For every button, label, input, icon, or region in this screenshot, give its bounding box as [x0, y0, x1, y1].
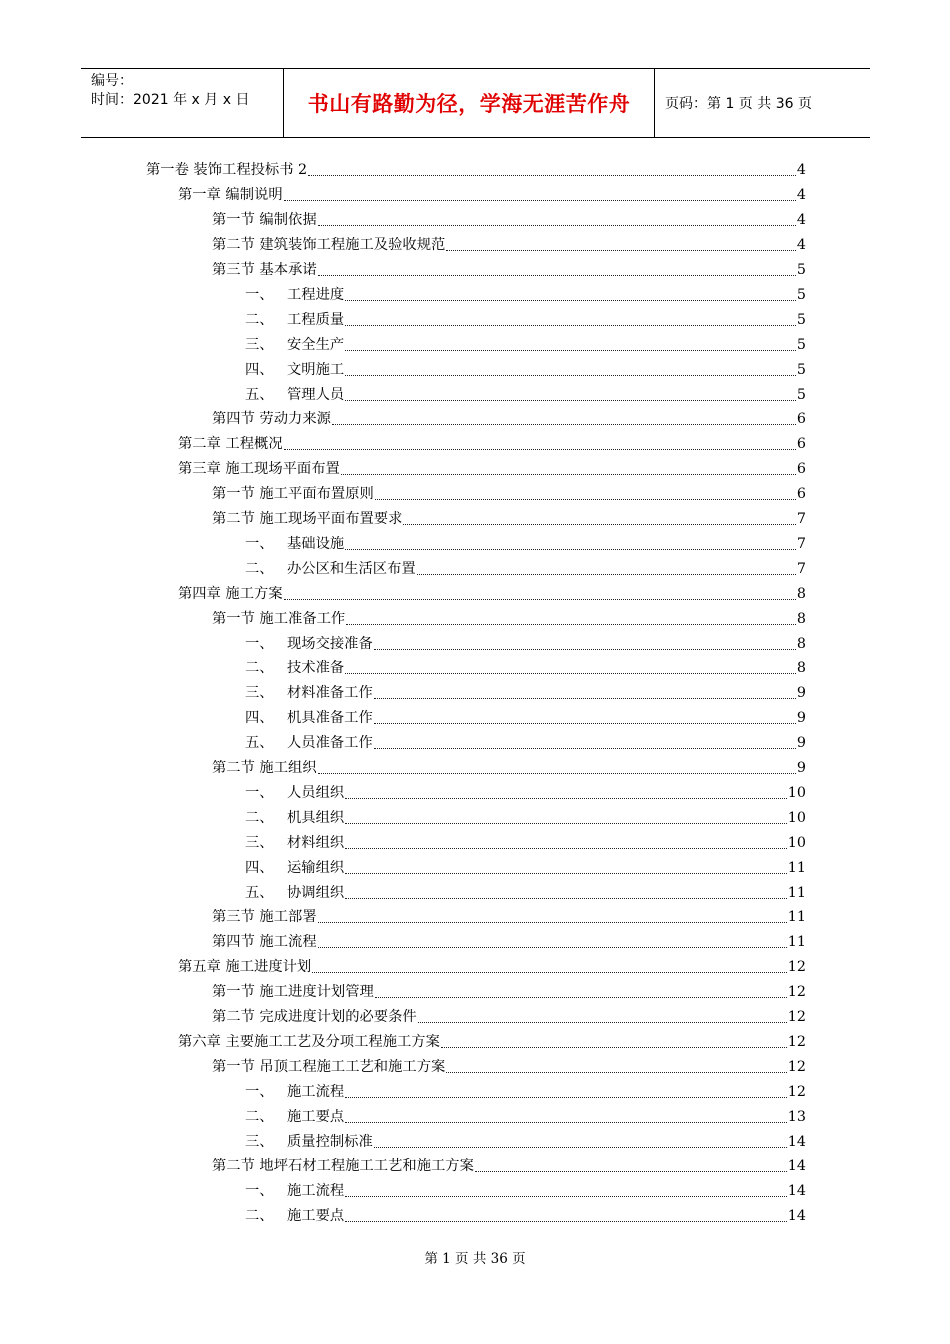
toc-entry-number: 二、 [245, 660, 274, 677]
toc-page-number: 8 [796, 660, 806, 677]
toc-entry-title [245, 335, 344, 355]
toc-entry-text: 材料准备工作 [287, 685, 373, 702]
toc-entry[interactable] [245, 805, 806, 830]
toc-entry-number: 二、 [245, 809, 274, 826]
toc-entry-number: 三、 [245, 336, 274, 353]
toc-entry[interactable] [245, 880, 806, 905]
toc-leader-dots [418, 1021, 787, 1023]
toc-page-number: 5 [796, 311, 806, 328]
toc-entry[interactable] [212, 258, 806, 283]
toc-page-number: 8 [796, 585, 806, 602]
toc-leader-dots [374, 697, 796, 699]
toc-entry-text: 技术准备 [287, 660, 345, 677]
toc-leader-dots [345, 872, 787, 874]
toc-entry-number: 五、 [245, 884, 274, 901]
toc-entry-text: 第一节 施工进度计划管理 [212, 984, 374, 1001]
toc-page-number: 6 [796, 461, 806, 478]
toc-page-number: 14 [787, 1133, 806, 1150]
toc-page-number: 12 [787, 1033, 806, 1050]
toc-entry[interactable] [212, 1154, 806, 1179]
toc-entry-text: 第二节 施工现场平面布置要求 [212, 511, 403, 528]
toc-entry-title [212, 907, 317, 927]
toc-entry-number: 一、 [245, 1083, 274, 1100]
toc-page-number: 7 [796, 560, 806, 577]
toc-page-number: 10 [787, 834, 806, 851]
toc-entry[interactable] [212, 482, 806, 507]
toc-leader-dots [345, 797, 787, 799]
toc-entry-text: 工程进度 [287, 286, 345, 303]
toc-page-number: 5 [796, 361, 806, 378]
toc-leader-dots [284, 448, 796, 450]
toc-page-number: 9 [796, 685, 806, 702]
toc-entry-text: 文明施工 [287, 361, 345, 378]
toc-entry-text: 机具组织 [287, 809, 345, 826]
toc-entry-text: 第一节 施工准备工作 [212, 610, 346, 627]
toc-entry-text: 第四章 施工方案 [178, 585, 283, 602]
toc-entry-number: 三、 [245, 685, 274, 702]
toc-entry-title [245, 360, 344, 380]
toc-entry[interactable] [245, 307, 806, 332]
toc-entry-number: 二、 [245, 560, 274, 577]
toc-entry[interactable] [212, 980, 806, 1005]
toc-leader-dots [374, 747, 796, 749]
toc-leader-dots [345, 822, 787, 824]
toc-page-number: 7 [796, 535, 806, 552]
toc-entry-title [245, 733, 373, 753]
toc-entry-title [245, 1082, 344, 1102]
toc-entry-title [212, 235, 445, 255]
toc-leader-dots [345, 897, 787, 899]
toc-entry-title [212, 1156, 474, 1176]
toc-entry-number: 四、 [245, 859, 274, 876]
toc-entry[interactable] [245, 1204, 806, 1229]
toc-entry-text: 第一节 编制依据 [212, 212, 317, 229]
toc-entry-text: 第六章 主要施工工艺及分项工程施工方案 [178, 1033, 440, 1050]
toc-entry[interactable] [178, 432, 806, 457]
toc-entry-text: 第三节 基本承诺 [212, 262, 317, 279]
toc-page-number: 12 [787, 984, 806, 1001]
toc-page-number: 4 [796, 187, 806, 204]
toc-leader-dots [374, 722, 796, 724]
toc-entry-title [245, 1107, 344, 1127]
toc-entry[interactable] [245, 656, 806, 681]
toc-entry-text: 材料组织 [287, 834, 345, 851]
toc-entry[interactable] [212, 756, 806, 781]
toc-entry-number: 三、 [245, 834, 274, 851]
toc-page-number: 11 [787, 934, 806, 951]
toc-page-number: 5 [796, 286, 806, 303]
toc-entry-title [212, 509, 402, 529]
toc-entry-title [245, 858, 344, 878]
toc-entry-title [212, 1007, 417, 1027]
toc-entry-text: 办公区和生活区布置 [287, 560, 416, 577]
toc-page-number: 11 [787, 884, 806, 901]
toc-leader-dots [374, 648, 796, 650]
toc-entry[interactable] [178, 581, 806, 606]
toc-page-number: 11 [787, 909, 806, 926]
toc-entry-title [212, 210, 317, 230]
toc-entry[interactable] [212, 407, 806, 432]
toc-leader-dots [345, 399, 796, 401]
toc-entry-title [212, 1057, 445, 1077]
time-label: 时间：2021 年 x 月 x 日 [91, 92, 250, 108]
toc-entry[interactable] [245, 731, 806, 756]
toc-page-number: 14 [787, 1183, 806, 1200]
toc-entry-number: 一、 [245, 784, 274, 801]
toc-page-number: 9 [796, 735, 806, 752]
toc-leader-dots [345, 1220, 787, 1222]
toc-page-number: 6 [796, 411, 806, 428]
toc-leader-dots [345, 324, 796, 326]
number-label: 编号： [91, 73, 133, 89]
toc-entry-title [245, 883, 344, 903]
toc-page-number: 7 [796, 511, 806, 528]
toc-entry-title [245, 285, 344, 305]
toc-entry[interactable] [178, 183, 806, 208]
toc-entry[interactable] [212, 208, 806, 233]
toc-entry[interactable] [245, 382, 806, 407]
toc-entry-text: 质量控制标准 [287, 1133, 373, 1150]
toc-entry-text: 第二节 施工组织 [212, 760, 317, 777]
toc-entry[interactable] [245, 283, 806, 308]
toc-leader-dots [446, 1071, 787, 1073]
toc-entry-number: 二、 [245, 311, 274, 328]
toc-page-number: 12 [787, 959, 806, 976]
toc-entry-title [245, 559, 416, 579]
toc-entry-text: 第一卷 装饰工程投标书 2 [146, 162, 308, 179]
toc-page-number: 5 [796, 386, 806, 403]
toc-entry[interactable] [245, 332, 806, 357]
toc-entry-title [178, 185, 283, 205]
toc-entry[interactable] [245, 830, 806, 855]
toc-page-number: 10 [787, 784, 806, 801]
toc-leader-dots [284, 199, 796, 201]
toc-entry-title [212, 982, 374, 1002]
toc-entry-title [245, 310, 344, 330]
toc-entry-title [245, 683, 373, 703]
toc-leader-dots [374, 1146, 787, 1148]
toc-page-number: 8 [796, 635, 806, 652]
toc-entry-title [245, 1132, 373, 1152]
toc-page-number: 5 [796, 262, 806, 279]
toc-leader-dots [346, 623, 796, 625]
toc-entry[interactable] [212, 1005, 806, 1030]
toc-entry[interactable] [212, 507, 806, 532]
toc-entry-text: 第五章 施工进度计划 [178, 959, 312, 976]
toc-entry[interactable] [212, 930, 806, 955]
toc-entry-text: 第四节 劳动力来源 [212, 411, 331, 428]
toc-entry-title [212, 260, 317, 280]
toc-entry[interactable] [212, 606, 806, 631]
toc-leader-dots [417, 573, 796, 575]
toc-entry[interactable] [245, 706, 806, 731]
toc-leader-dots [345, 847, 787, 849]
toc-entry[interactable] [245, 532, 806, 557]
toc-entry-number: 五、 [245, 386, 274, 403]
toc-page-number: 14 [787, 1158, 806, 1175]
toc-entry-text: 运输组织 [287, 859, 345, 876]
toc-entry-text: 施工要点 [287, 1108, 345, 1125]
toc-entry-text: 机具准备工作 [287, 710, 373, 727]
toc-entry-number: 一、 [245, 1183, 274, 1200]
toc-entry-text: 第一章 编制说明 [178, 187, 283, 204]
toc-page-number: 10 [787, 809, 806, 826]
toc-leader-dots [345, 1096, 787, 1098]
toc-entry-number: 四、 [245, 710, 274, 727]
header-page-info: 页码：第 1 页 共 36 页 [665, 96, 812, 112]
toc-entry-text: 协调组织 [287, 884, 345, 901]
toc-entry-title [245, 783, 344, 803]
toc-leader-dots [318, 772, 796, 774]
toc-entry-number: 四、 [245, 361, 274, 378]
toc-entry-number: 二、 [245, 1208, 274, 1225]
toc-entry-text: 第一节 吊顶工程施工工艺和施工方案 [212, 1058, 446, 1075]
toc-entry-title [146, 160, 307, 180]
toc-entry-number: 一、 [245, 635, 274, 652]
toc-entry[interactable] [212, 905, 806, 930]
toc-entry[interactable] [245, 855, 806, 880]
toc-page-number: 12 [787, 1083, 806, 1100]
toc-entry-title [245, 385, 344, 405]
toc-leader-dots [345, 548, 796, 550]
toc-entry-title [245, 833, 344, 853]
toc-entry-title [245, 1206, 344, 1226]
toc-entry-text: 施工要点 [287, 1208, 345, 1225]
toc-entry[interactable] [245, 1079, 806, 1104]
toc-page-number: 8 [796, 610, 806, 627]
toc-page-number: 4 [796, 212, 806, 229]
toc-entry[interactable] [178, 955, 806, 980]
toc-entry-title [212, 609, 345, 629]
toc-entry[interactable] [245, 1179, 806, 1204]
toc-entry-text: 工程质量 [287, 311, 345, 328]
toc-entry-text: 安全生产 [287, 336, 345, 353]
toc-leader-dots [446, 249, 796, 251]
toc-entry-text: 人员组织 [287, 784, 345, 801]
toc-page-number: 6 [796, 486, 806, 503]
toc-entry-number: 五、 [245, 735, 274, 752]
toc-entry-text: 第二节 完成进度计划的必要条件 [212, 1009, 417, 1026]
toc-entry-title [212, 758, 317, 778]
toc-page-number: 4 [796, 237, 806, 254]
toc-entry[interactable] [245, 631, 806, 656]
toc-entry[interactable] [245, 1104, 806, 1129]
toc-entry-text: 现场交接准备 [287, 635, 373, 652]
toc-page-number: 12 [787, 1009, 806, 1026]
toc-entry-title [212, 932, 317, 952]
toc-leader-dots [403, 523, 795, 525]
toc-entry[interactable] [178, 1030, 806, 1055]
toc-leader-dots [284, 598, 796, 600]
toc-entry[interactable] [146, 158, 806, 183]
toc-entry-text: 第一节 施工平面布置原则 [212, 486, 374, 503]
page-header [81, 68, 870, 138]
toc-page-number: 13 [787, 1108, 806, 1125]
toc-entry[interactable] [245, 781, 806, 806]
toc-leader-dots [308, 174, 796, 176]
header-motto: 书山有路勤为径，学海无涯苦作舟 [284, 69, 655, 137]
toc-leader-dots [441, 1046, 787, 1048]
toc-entry-title [178, 584, 283, 604]
toc-leader-dots [345, 374, 796, 376]
toc-entry[interactable] [212, 233, 806, 258]
toc-leader-dots [318, 946, 787, 948]
header-meta [81, 69, 284, 137]
toc-page-number: 12 [787, 1058, 806, 1075]
page-footer: 第 1 页 共 36 页 [424, 1251, 526, 1267]
toc-leader-dots [318, 921, 787, 923]
toc-entry-text: 第二节 建筑装饰工程施工及验收规范 [212, 237, 446, 254]
toc-leader-dots [345, 1195, 787, 1197]
toc-entry-number: 二、 [245, 1108, 274, 1125]
toc-entry-text: 第二节 地坪石材工程施工工艺和施工方案 [212, 1158, 474, 1175]
toc-leader-dots [375, 996, 787, 998]
toc-entry[interactable] [245, 357, 806, 382]
toc-leader-dots [332, 423, 796, 425]
toc-leader-dots [375, 498, 796, 500]
toc-leader-dots [345, 299, 796, 301]
toc-entry-number: 一、 [245, 286, 274, 303]
toc-entry-title [178, 957, 311, 977]
toc-page-number: 9 [796, 710, 806, 727]
toc-entry-title [245, 534, 344, 554]
toc-page-number: 9 [796, 760, 806, 777]
toc-entry[interactable] [245, 556, 806, 581]
toc-page-number: 11 [787, 859, 806, 876]
toc-entry[interactable] [178, 457, 806, 482]
toc-page-number: 6 [796, 436, 806, 453]
toc-leader-dots [345, 349, 796, 351]
toc-entry-title [212, 484, 374, 504]
toc-entry-title [178, 434, 283, 454]
toc-entry-text: 人员准备工作 [287, 735, 373, 752]
toc-page-number: 4 [796, 162, 806, 179]
toc-leader-dots [345, 672, 796, 674]
toc-entry-text: 施工流程 [287, 1083, 345, 1100]
toc-leader-dots [341, 473, 796, 475]
toc-entry-title [212, 409, 331, 429]
toc-entry[interactable] [245, 681, 806, 706]
toc-entry-text: 管理人员 [287, 386, 345, 403]
toc-page-number: 5 [796, 336, 806, 353]
toc-entry-title [178, 459, 340, 479]
toc-leader-dots [318, 224, 796, 226]
toc-entry-text: 施工流程 [287, 1183, 345, 1200]
toc-entry-title [245, 634, 373, 654]
toc-leader-dots [475, 1170, 787, 1172]
toc-leader-dots [318, 274, 796, 276]
toc-entry-title [245, 708, 373, 728]
toc-entry[interactable] [245, 1129, 806, 1154]
toc-entry-text: 第二章 工程概况 [178, 436, 283, 453]
toc-page-number: 14 [787, 1208, 806, 1225]
toc-leader-dots [345, 1121, 787, 1123]
toc-entry-text: 基础设施 [287, 535, 345, 552]
toc-entry-title [245, 1181, 344, 1201]
toc-entry-number: 三、 [245, 1133, 274, 1150]
toc-entry-title [245, 808, 344, 828]
toc-entry-number: 一、 [245, 535, 274, 552]
toc-entry-title [245, 658, 344, 678]
toc-entry-text: 第三节 施工部署 [212, 909, 317, 926]
toc-entry-text: 第四节 施工流程 [212, 934, 317, 951]
toc-entry[interactable] [212, 1054, 806, 1079]
toc-leader-dots [312, 971, 787, 973]
toc-entry-title [178, 1032, 440, 1052]
toc-entry-text: 第三章 施工现场平面布置 [178, 461, 340, 478]
